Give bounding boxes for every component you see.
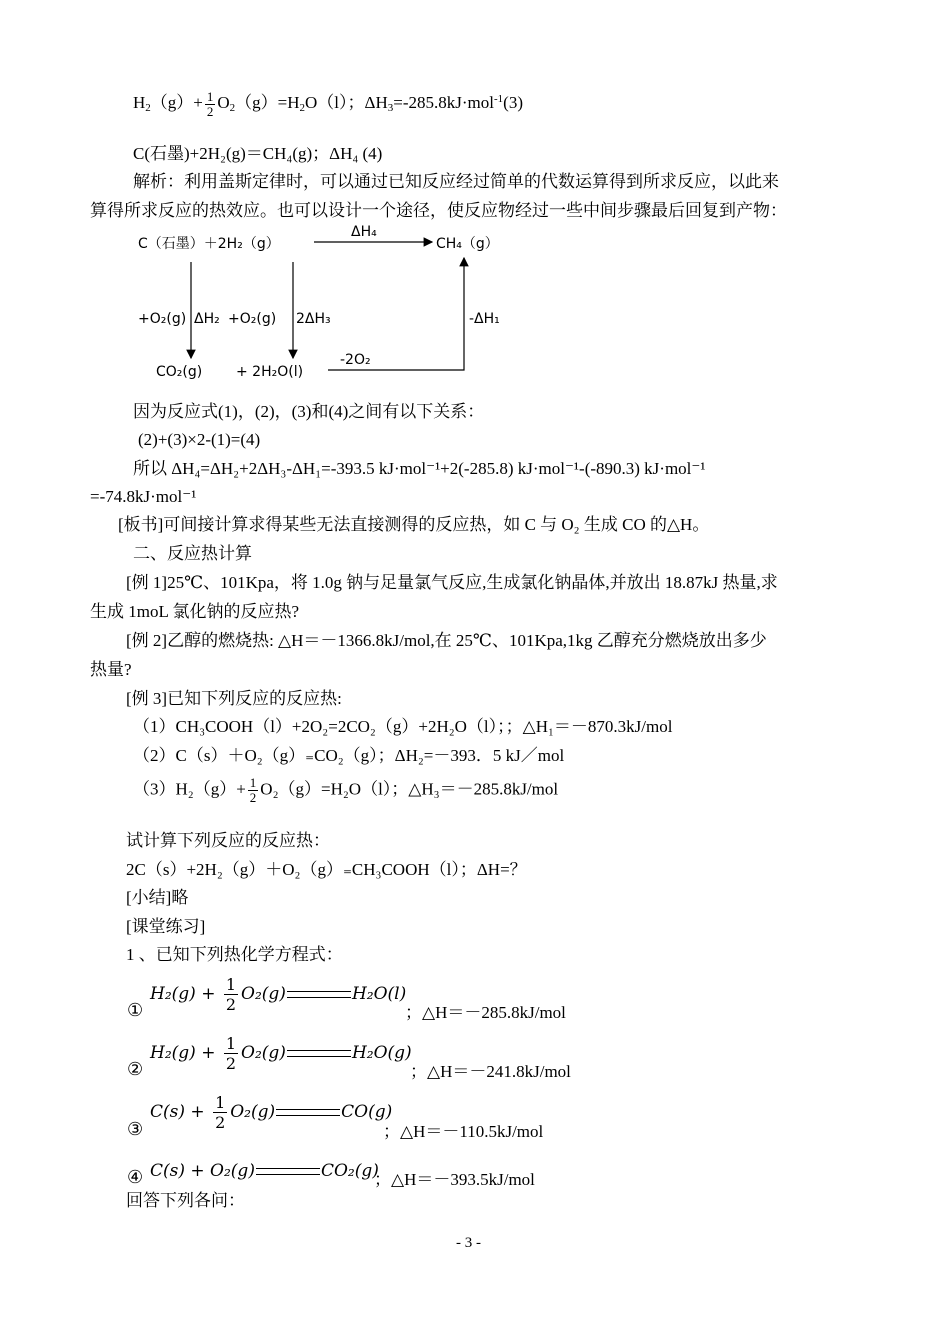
- target-equation: 2C（s）+2H₂（g）＋O₂（g）₌CH₃COOH（l）；ΔH=？: [126, 860, 527, 879]
- diagram-bottom-mid: + 2H₂O(l): [236, 364, 304, 380]
- label-mid-side: +O₂(g): [228, 311, 277, 327]
- example-3-eq3: （3）H₂（g）+ $\frac{1}{2}$ O₂（g）=H₂O（l）；△H₃＝－285.8kJ/mol: [133, 775, 559, 805]
- example-3-eq2: （2）C（s）＋O₂（g）₌CO₂（g）；ΔH₂=－393．5 kJ／mol: [133, 746, 565, 765]
- exercise-dh-1: ；△H＝－285.8kJ/mol: [405, 1003, 566, 1022]
- fraction: $\frac{1}{2}$: [206, 88, 214, 119]
- diagram-start: C（石墨）＋2H₂（g）: [138, 236, 280, 252]
- label-left-side: +O₂(g): [138, 311, 187, 327]
- hess-cycle-diagram: [136, 224, 536, 386]
- answer-prompt: 回答下列各问：: [126, 1191, 245, 1210]
- relation-intro: 因为反应式(1)，(2)，(3)和(4)之间有以下关系：: [133, 402, 485, 421]
- practice-heading: [课堂练习]: [126, 917, 206, 936]
- relation-equation: (2)+(3)×2-(1)=(4): [138, 430, 261, 449]
- exercise-eq-2: H₂(g) + $\frac{1}{2}$ O₂(g) H₂O(g): [150, 1034, 412, 1073]
- calculation-result: =-74.8kJ·mol⁻¹: [90, 487, 197, 506]
- label-bottom-arrow: -2O₂: [340, 352, 371, 368]
- equation-3: $H_2(g)+$ $\frac{1}{2}$ $O_2(g)=H_2O(l)$；$\Delta H_3=-285.8kJ\cdot mol^{-1}(3)$: [133, 88, 523, 119]
- fraction: $\frac{1}{2}$: [249, 775, 257, 805]
- exercise-eq-1: H₂(g) + $\frac{1}{2}$ O₂(g) H₂O(l): [150, 975, 407, 1014]
- example-2-cont: 热量?: [90, 660, 132, 679]
- mark-3: ③: [127, 1119, 144, 1139]
- example-3: [例 3]已知下列反应的反应热:: [126, 689, 342, 708]
- board-note: [板书]可间接计算求得某些无法直接测得的反应热，如 C 与 O₂ 生成 CO 的△H。: [118, 515, 710, 534]
- section-heading: 二、反应热计算: [133, 544, 252, 563]
- exercise-dh-4: ；△H＝－393.5kJ/mol: [374, 1170, 535, 1189]
- exercise-eq-4: C(s) + O₂(g) CO₂(g): [150, 1161, 379, 1181]
- example-3-eq1: （1）CH₃COOH（l）+2O₂=2CO₂（g）+2H₂O（l）；；△H₁＝－870.3kJ/mol: [133, 717, 673, 736]
- summary: [小结]略: [126, 888, 189, 907]
- diagram-end: CH₄（g）: [436, 236, 499, 252]
- mark-2: ②: [127, 1059, 144, 1079]
- practice-1: 1 、已知下列热化学方程式：: [126, 945, 343, 964]
- exercise-eq-3: C(s) + $\frac{1}{2}$ O₂(g) CO(g): [150, 1093, 393, 1132]
- mark-1: ①: [127, 1000, 144, 1020]
- mark-4: ④: [127, 1167, 144, 1187]
- example-1-cont: 生成 1moL 氯化钠的反应热?: [90, 602, 300, 621]
- exercise-dh-2: ；△H＝－241.8kJ/mol: [410, 1062, 571, 1081]
- question-text: 试计算下列反应的反应热：: [126, 831, 330, 850]
- example-2: [例 2]乙醇的燃烧热: △H＝－1366.8kJ/mol,在 25℃、101Kpa,1kg 乙醇充分燃烧放出多少: [126, 631, 767, 650]
- calculation: 所以 ΔH₄=ΔH₂+2ΔH₃-ΔH₁=-393.5 kJ·mol⁻¹+2(-285.8) kJ·mol⁻¹-(-890.3) kJ·mol⁻¹: [133, 459, 706, 478]
- exercise-dh-3: ；△H＝－110.5kJ/mol: [383, 1122, 544, 1141]
- diagram-bottom-left: CO₂(g): [156, 364, 203, 380]
- label-top-arrow: ΔH₄: [351, 224, 377, 240]
- example-1: [例 1]25℃、101Kpa，将 1.0g 钠与足量氯气反应,生成氯化钠晶体,并放出 18.87kJ 热量,求: [126, 573, 778, 592]
- page-number: - 3 -: [456, 1235, 481, 1251]
- equation-4: C(石墨)+2H₂(g)＝CH₄(g)；ΔH₄ (4): [133, 144, 383, 163]
- analysis-text-2: 算得所求反应的热效应。也可以设计一个途径，使反应物经过一些中间步骤最后回复到产物：: [90, 201, 787, 220]
- analysis-text: 解析：利用盖斯定律时，可以通过已知反应经过简单的代数运算得到所求反应，以此来: [133, 172, 779, 191]
- label-mid-arrow: 2ΔH₃: [296, 311, 331, 327]
- label-left-arrow: ΔH₂: [194, 311, 220, 327]
- label-right-arrow: -ΔH₁: [469, 311, 500, 327]
